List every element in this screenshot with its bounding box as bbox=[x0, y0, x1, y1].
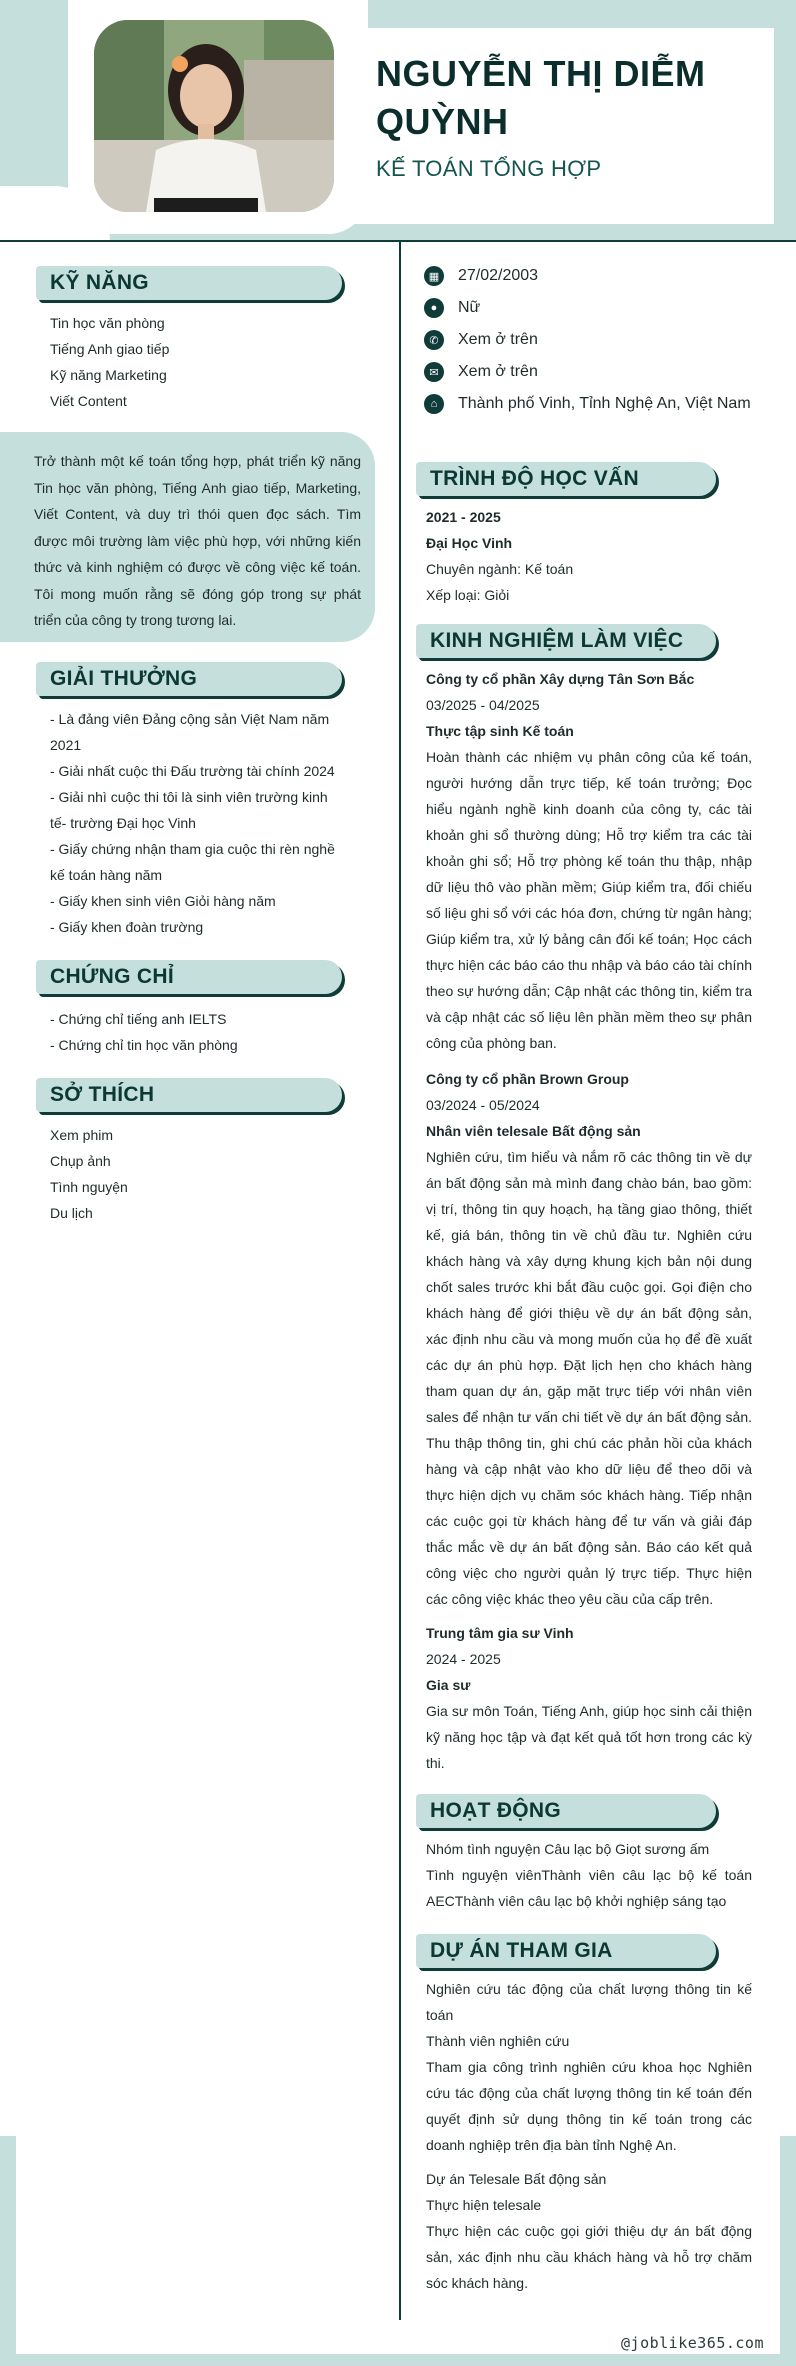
column-divider bbox=[399, 240, 401, 2320]
education-school: Đại Học Vinh bbox=[426, 535, 513, 551]
job-period: 03/2024 - 05/2024 bbox=[426, 1097, 540, 1113]
hobby-item: Tình nguyện bbox=[50, 1179, 128, 1195]
certificate-item: - Chứng chỉ tin học văn phòng bbox=[50, 1037, 238, 1053]
award-item: - Giấy khen sinh viên Giỏi hàng năm bbox=[50, 893, 276, 909]
project-item bbox=[426, 1976, 752, 2158]
skill-item: Kỹ năng Marketing bbox=[50, 367, 167, 383]
certificate-item: - Chứng chỉ tiếng anh IELTS bbox=[50, 1011, 227, 1027]
hobby-item: Chụp ảnh bbox=[50, 1153, 111, 1169]
job-position: Gia sư bbox=[426, 1677, 471, 1693]
award-item: - Giải nhất cuộc thi Đấu trường tài chính 2024 bbox=[50, 763, 335, 779]
contact-email bbox=[424, 362, 538, 382]
project-name: Nghiên cứu tác động của chất lượng thông tin kế toán bbox=[426, 1981, 752, 2023]
career-objective: Trở thành một kế toán tổng hợp, phát triển kỹ năng Tin học văn phòng, Tiếng Anh giao tiếp, Marketing, Viết Content, và duy trì thói quen đọc sách. Tìm được môi trường làm việc phù hợp, với những kiến thức và kinh nghiệm có được về công việc kế toán. Tôi mong muốn rằng sẽ đóng góp trong sự phát triển của công ty trong tương lai. bbox=[0, 432, 375, 642]
contact-address-text: Thành phố Vinh, Tỉnh Nghệ An, Việt Nam bbox=[458, 395, 751, 412]
section-awards bbox=[36, 662, 342, 696]
certificates-list bbox=[50, 1006, 350, 1058]
person-icon: ● bbox=[424, 298, 444, 318]
job-period: 2024 - 2025 bbox=[426, 1651, 501, 1667]
project-name: Dự án Telesale Bất động sản bbox=[426, 2171, 607, 2187]
contact-address bbox=[424, 394, 751, 414]
section-skills-title: KỸ NĂNG bbox=[50, 271, 149, 294]
footer-accent-left bbox=[0, 2136, 16, 2366]
job-company: Trung tâm gia sư Vinh bbox=[426, 1625, 574, 1641]
header-accent bbox=[774, 28, 796, 238]
section-hobbies bbox=[36, 1078, 342, 1112]
contact-gender-text: Nữ bbox=[458, 299, 481, 316]
project-role: Thành viên nghiên cứu bbox=[426, 2033, 570, 2049]
project-description: Tham gia công trình nghiên cứu khoa học Nghiên cứu tác động của chất lượng thông tin kế toán đến quyết định sử dụng thông tin kế toán trong các doanh nghiệp trên địa bàn tỉnh Nghệ An. bbox=[426, 2059, 752, 2153]
job-position: Thực tập sinh Kế toán bbox=[426, 723, 574, 739]
contact-phone bbox=[424, 330, 538, 350]
section-education-title: TRÌNH ĐỘ HỌC VẤN bbox=[430, 467, 639, 490]
section-hobbies-title: SỞ THÍCH bbox=[50, 1083, 155, 1106]
job-description: Gia sư môn Toán, Tiếng Anh, giúp học sinh cải thiện kỹ năng học tập và đạt kết quả tốt hơn trong các kỳ thi. bbox=[426, 1703, 752, 1771]
footer-accent-bottom bbox=[0, 2354, 796, 2366]
contact-phone-text: Xem ở trên bbox=[458, 331, 538, 348]
project-description: Thực hiện các cuộc gọi giới thiệu dự án bất động sản, xác định nhu cầu khách hàng và hỗ trợ chăm sóc khách hàng. bbox=[426, 2223, 752, 2291]
footer-accent-right bbox=[780, 2136, 796, 2366]
experience-job bbox=[426, 1066, 752, 1612]
project-item bbox=[426, 2166, 752, 2296]
awards-list bbox=[50, 706, 340, 940]
section-activities-title: HOẠT ĐỘNG bbox=[430, 1799, 562, 1822]
job-company: Công ty cổ phần Xây dựng Tân Sơn Bắc bbox=[426, 671, 695, 687]
activity-item: Tình nguyện viênThành viên câu lạc bộ kế toán AECThành viên câu lạc bộ khởi nghiệp sáng tạo bbox=[426, 1867, 752, 1909]
award-item: - Giấy khen đoàn trường bbox=[50, 919, 204, 935]
experience-job bbox=[426, 666, 752, 1056]
skill-item: Tin học văn phòng bbox=[50, 315, 165, 331]
calendar-icon: ▦ bbox=[424, 266, 444, 286]
section-awards-title: GIẢI THƯỞNG bbox=[50, 667, 198, 690]
section-projects-title: DỰ ÁN THAM GIA bbox=[430, 1939, 613, 1962]
section-experience-title: KINH NGHIỆM LÀM VIỆC bbox=[430, 629, 684, 652]
job-position: Nhân viên telesale Bất động sản bbox=[426, 1123, 641, 1139]
hobby-item: Du lịch bbox=[50, 1205, 93, 1221]
job-description: Nghiên cứu, tìm hiểu và nắm rõ các thông tin về dự án bất động sản mà mình đang chào bán, bao gồm: vị trí, thông tin quy hoạch, hạ tầng giao thông, thiết kế, giá bán, thông tin về chủ đầu tư. Nghiên cứu khách hàng và xây dựng khung kịch bản nội dung chốt sales trước khi bắt đầu cuộc gọi. Gọi điện cho khách hàng để giới thiệu về dự án bất động sản, xác định nhu cầu và mong muốn của họ để đề xuất các dự án phù hợp. Đặt lịch hẹn cho khách hàng tham quan dự án, gặp mặt trực tiếp với nhân viên sales để nhận tư vấn chi tiết về dự án bất động sản. Thu thập thông tin, ghi chú các phản hồi của khách hàng và cập nhật vào kho dữ liệu để theo dõi và thực hiện dịch vụ chăm sóc khách hàng. Tiếp nhận các cuộc gọi từ khách hàng để tư vấn và giải đáp thắc mắc về dự án bất động sản. Báo cáo kết quả công việc cho người quản lý trực tiếp. Thực hiện các công việc khác theo yêu cầu của cấp trên. bbox=[426, 1149, 752, 1607]
contact-birthdate-text: 27/02/2003 bbox=[458, 267, 539, 284]
header-divider bbox=[0, 240, 796, 242]
award-item: - Là đảng viên Đảng cộng sản Việt Nam năm 2021 bbox=[50, 711, 330, 753]
award-item: - Giấy chứng nhận tham gia cuộc thi rèn nghề kế toán hàng năm bbox=[50, 841, 335, 883]
education-rank: Xếp loại: Giỏi bbox=[426, 587, 510, 603]
section-activities bbox=[416, 1794, 716, 1828]
section-projects bbox=[416, 1934, 716, 1968]
hobby-item: Xem phim bbox=[50, 1127, 114, 1143]
job-period: 03/2025 - 04/2025 bbox=[426, 697, 540, 713]
home-icon: ⌂ bbox=[424, 394, 444, 414]
award-item: - Giải nhì cuộc thi tôi là sinh viên trường kinh tế- trường Đại học Vinh bbox=[50, 789, 328, 831]
project-role: Thực hiện telesale bbox=[426, 2197, 542, 2213]
section-skills bbox=[36, 266, 342, 300]
candidate-name: NGUYỄN THỊ DIỄM QUỲNH bbox=[376, 53, 706, 142]
phone-icon: ✆ bbox=[424, 330, 444, 350]
activities-list bbox=[426, 1836, 752, 1914]
section-education bbox=[416, 462, 716, 496]
hobbies-list bbox=[50, 1122, 350, 1226]
skill-item: Viết Content bbox=[50, 393, 127, 409]
experience-job bbox=[426, 1620, 752, 1776]
section-certificates-title: CHỨNG CHỈ bbox=[50, 965, 174, 988]
section-experience bbox=[416, 624, 716, 658]
skills-list bbox=[50, 310, 350, 414]
job-description: Hoàn thành các nhiệm vụ phân công của kế toán, người hướng dẫn trực tiếp, kế toán trưởng; Đọc hiểu ngành nghề kinh doanh của công ty, các tài khoản ghi sổ thường dùng; Hỗ trợ kiểm tra các tài khoản ghi sổ; Hỗ trợ phòng kế toán thu thập, nhập dữ liệu thô vào phần mềm; Giúp kiểm tra, đối chiếu số liệu ghi sổ với các hóa đơn, chứng từ ngân hàng; Giúp kiểm tra, xử lý bảng cân đối kế toán; Học cách thực hiện các báo cáo thu nhập và báo cáo tài chính theo sự hướng dẫn; Cập nhật các thông tin, kiểm tra và cập nhật các số liệu lên phần mềm theo sự phân công của phòng ban. bbox=[426, 749, 752, 1051]
contact-email-text: Xem ở trên bbox=[458, 363, 538, 380]
activity-item: Nhóm tình nguyện Câu lạc bộ Giọt sương ấm bbox=[426, 1841, 710, 1857]
profile-photo-illustration bbox=[94, 20, 334, 212]
mail-icon: ✉ bbox=[424, 362, 444, 382]
education-block bbox=[426, 504, 752, 608]
profile-photo bbox=[94, 20, 334, 212]
job-title: KẾ TOÁN TỔNG HỢP bbox=[376, 156, 602, 181]
skill-item: Tiếng Anh giao tiếp bbox=[50, 341, 170, 357]
contact-birthdate bbox=[424, 266, 538, 286]
watermark: @joblike365.com bbox=[621, 2334, 764, 2352]
contact-gender bbox=[424, 298, 480, 318]
job-company: Công ty cổ phần Brown Group bbox=[426, 1071, 629, 1087]
education-major: Chuyên ngành: Kế toán bbox=[426, 561, 574, 577]
education-period: 2021 - 2025 bbox=[426, 509, 501, 525]
section-certificates bbox=[36, 960, 342, 994]
